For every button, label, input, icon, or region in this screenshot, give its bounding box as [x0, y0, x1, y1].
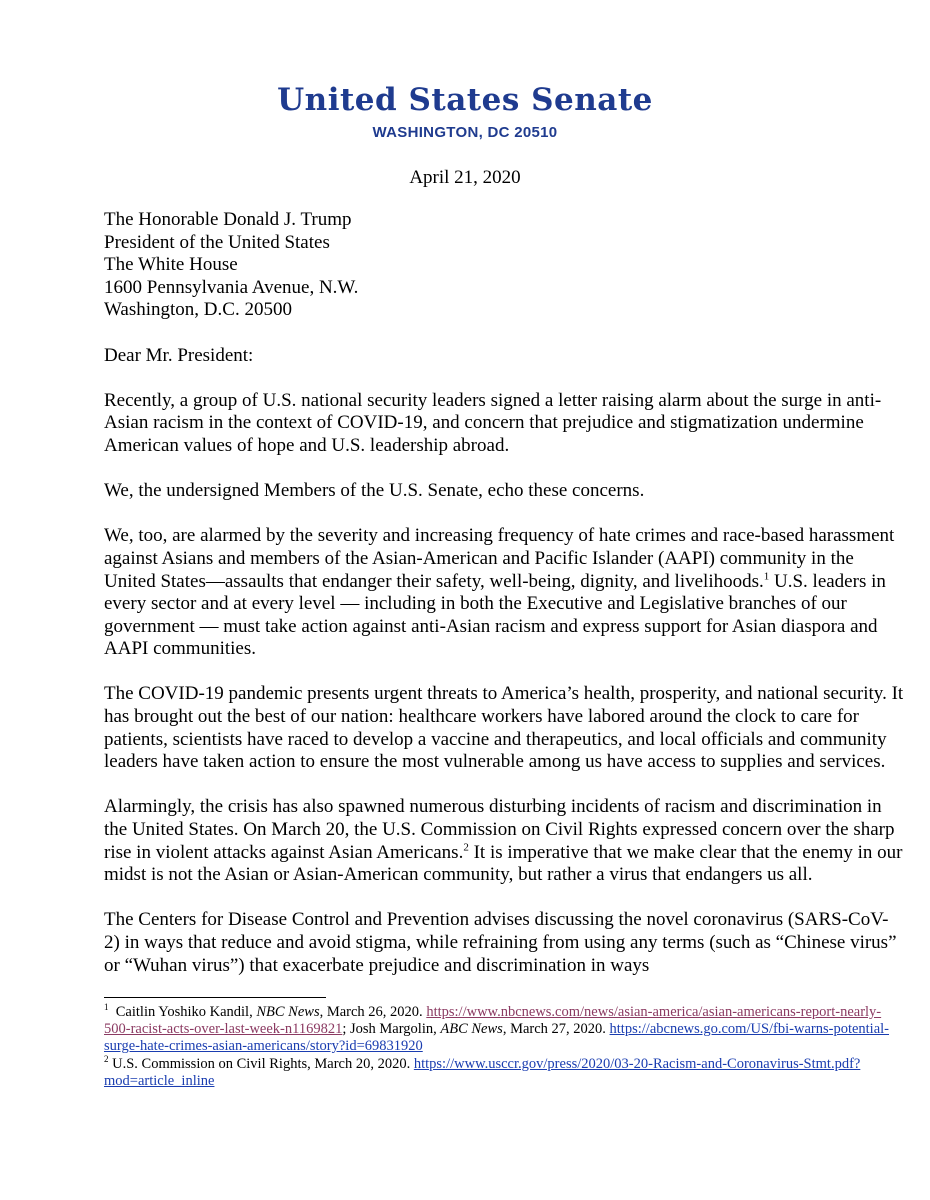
footnote-1-date-2: , March 27, 2020. [502, 1021, 610, 1038]
footnote-1-date: , March 26, 2020. [319, 1004, 427, 1020]
footnote-1-number: 1 [104, 1002, 109, 1013]
letterhead-title: United States Senate [277, 82, 653, 118]
letter-date: April 21, 2020 [409, 167, 521, 188]
address-line: President of the United States [104, 231, 330, 253]
footnote-1-author: Caitlin Yoshiko Kandil, [108, 1004, 257, 1020]
letter-body [104, 209, 904, 1000]
footnote-1-abc-link[interactable]: https://abcnews.go.com/US/fbi-warns-potential-surge-hate-crimes-asian-americans/story?id=69831920 [104, 1021, 890, 1055]
footnote-1-publication: NBC News [256, 1004, 320, 1020]
paragraph-5 [104, 796, 904, 886]
paragraph-5-text-b: It is imperative that we make clear that the enemy in our midst is not the Asian or Asian-American community, but rather a virus that endangers us all. [104, 841, 903, 886]
salutation: Dear Mr. President: [104, 344, 254, 366]
paragraph-6: The Centers for Disease Control and Prevention advises discussing the novel coronavirus (SARS-CoV-2) in ways that reduce and avoid stigma, while refraining from using any terms (such as “Chinese virus” or “Wuhan virus”) that exacerbate prejudice and discrimination in ways [104, 909, 897, 976]
paragraph-5-text-a: Alarmingly, the crisis has also spawned numerous disturbing incidents of racism and discrimination in the United States. On March 20, the U.S. Commission on Civil Rights expressed concern over the sharp rise in violent attacks against Asian Americans. [104, 796, 895, 863]
paragraph-4: The COVID-19 pandemic presents urgent threats to America’s health, prosperity, and national security. It has brought out the best of our nation: healthcare workers have labored around the clock to care for patients, scientists have raced to develop a vaccine and therapeutics, and local officials and community leaders have taken action to ensure the most vulnerable among us have access to supplies and services. [104, 683, 904, 773]
paragraph-1: Recently, a group of U.S. national security leaders signed a letter raising alarm about the surge in anti-Asian racism in the context of COVID-19, and concern that prejudice and stigmatization undermine American values of hope and U.S. leadership abroad. [104, 389, 882, 456]
footnotes [104, 1004, 904, 1090]
address-line: 1600 Pennsylvania Avenue, N.W. [104, 276, 359, 298]
recipient-address [104, 209, 904, 322]
paragraph-2: We, the undersigned Members of the U.S. Senate, echo these concerns. [104, 480, 645, 502]
footnote-2-text: U.S. Commission on Civil Rights, March 20, 2020. [108, 1055, 414, 1072]
footnote-2-usccr-link[interactable]: https://www.usccr.gov/press/2020/03-20-Racism-and-Coronavirus-Stmt.pdf?mod=article_inline [104, 1055, 861, 1089]
footnote-2 [104, 1053, 904, 1090]
footnote-2-number: 2 [104, 1053, 109, 1064]
footnote-divider [104, 997, 326, 998]
paragraph-3-text-b: U.S. leaders in every sector and at every level — including in both the Executive and Legislative branches of our government — must take action against anti-Asian racism and express support for Asian diaspora and AAPI communities. [104, 570, 886, 660]
paragraph-3 [104, 525, 904, 661]
address-line: Washington, D.C. 20500 [104, 299, 292, 321]
footnote-1 [104, 1004, 904, 1056]
footnote-1-author-2: ; Josh Margolin, [342, 1021, 441, 1038]
footnote-ref-2: 2 [463, 841, 469, 854]
letterhead-subtitle: WASHINGTON, DC 20510 [372, 124, 558, 141]
footnote-1-nbc-link[interactable]: https://www.nbcnews.com/news/asian-america/asian-americans-report-nearly-500-racist-acts-over-last-week-n1169821 [104, 1004, 882, 1038]
paragraph-3-text-a: We, too, are alarmed by the severity and increasing frequency of hate crimes and race-based harassment against Asians and members of the Asian-American and Pacific Islander (AAPI) community in the United States—assaults that endanger their safety, well-being, dignity, and livelihoods. [104, 525, 895, 592]
footnote-1-publication-2: ABC News [440, 1021, 503, 1038]
address-line: The Honorable Donald J. Trump [104, 209, 352, 230]
footnote-ref-1: 1 [763, 570, 770, 583]
address-line: The White House [104, 254, 238, 276]
